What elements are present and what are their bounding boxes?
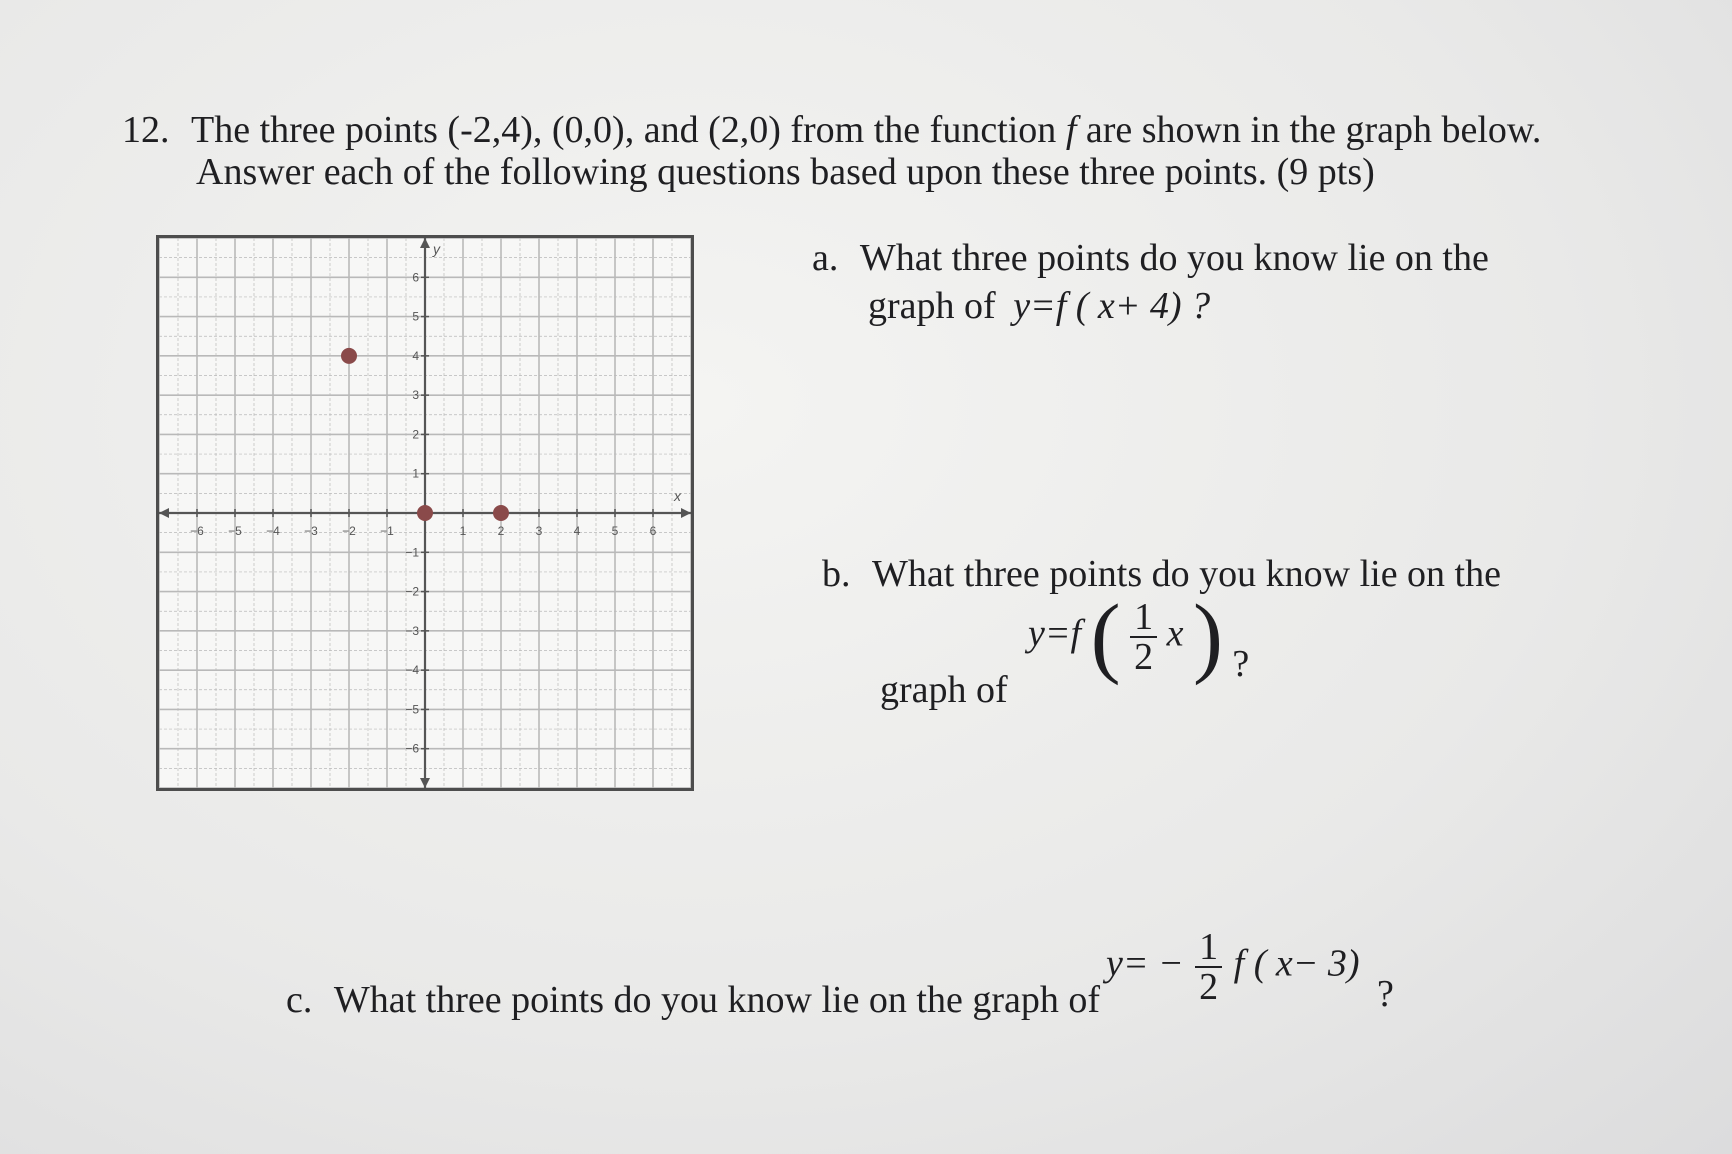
y-axis-arrow-up: [420, 238, 430, 248]
y-tick-label: 6: [412, 270, 419, 285]
coordinate-graph: [156, 235, 694, 791]
question-c-line: [286, 978, 1100, 1022]
x-tick-label: 4: [573, 524, 581, 538]
y-tick-label: 5: [412, 309, 419, 324]
y-tick-label: 1: [412, 466, 419, 481]
question-a-line-2: [868, 284, 1210, 328]
y-tick-label: −2: [405, 584, 419, 599]
question-b-line-1: [822, 552, 1501, 596]
data-point: [493, 505, 509, 521]
y-tick-label: 2: [412, 427, 419, 442]
question-b-letter: b.: [822, 553, 851, 595]
question-b-graph-of: graph of: [880, 669, 1008, 711]
function-symbol: f: [1065, 109, 1077, 151]
question-c-tail: ?: [1377, 972, 1394, 1015]
problem-text-end: are shown in the graph below.: [1085, 109, 1542, 151]
x-tick-label: 1: [459, 524, 467, 538]
x-tick-label: 2: [497, 524, 505, 538]
y-tick-label: −6: [405, 741, 419, 756]
question-b-frac-num: 1: [1130, 598, 1157, 638]
question-c-frac-num: 1: [1195, 928, 1222, 968]
question-c-frac-den: 2: [1199, 966, 1219, 1008]
question-c-fraction: [1195, 928, 1222, 1006]
y-tick-label: −4: [405, 663, 419, 678]
question-b-fraction: [1130, 598, 1157, 676]
problem-number: 12.: [122, 109, 170, 151]
x-tick-label: 5: [611, 524, 619, 538]
question-c-formula-right: f ( x− 3): [1233, 942, 1360, 985]
data-point: [417, 505, 433, 521]
x-axis-arrow-right: [681, 508, 691, 518]
y-tick-label: 3: [412, 388, 419, 403]
x-tick-label: 3: [535, 524, 543, 538]
problem-text-start: The three points (-2,4), (0,0), and (2,0) from the function: [191, 109, 1057, 151]
problem-line-1: [122, 108, 1541, 152]
y-tick-label: −3: [405, 623, 419, 638]
question-a-line-1: [812, 236, 1489, 280]
x-tick-label: 6: [649, 524, 657, 538]
question-b-formula: [1028, 587, 1250, 686]
graph-svg: [159, 238, 691, 788]
question-a-graph-of: graph of: [868, 285, 996, 327]
y-tick-label: −5: [405, 702, 419, 717]
question-b-text: What three points do you know lie on the: [872, 553, 1501, 595]
problem-line-2: Answer each of the following questions based upon these three points. (9 pts): [196, 151, 1375, 193]
question-b-formula-left: y=f: [1028, 612, 1082, 655]
open-paren: (: [1090, 587, 1121, 686]
x-axis-label: x: [674, 488, 681, 504]
question-a-letter: a.: [812, 237, 839, 279]
x-axis-arrow-left: [159, 508, 169, 518]
y-axis-arrow-down: [420, 778, 430, 788]
question-a-formula: y=f ( x+ 4) ?: [1013, 285, 1211, 327]
x-tick-label: −5: [228, 524, 242, 538]
question-b-tail: ?: [1232, 642, 1250, 685]
question-c-letter: c.: [286, 979, 313, 1021]
question-b-var: x: [1166, 612, 1184, 655]
x-tick-label: −4: [266, 524, 280, 538]
x-tick-label: −1: [380, 524, 394, 538]
y-axis-label: y: [433, 241, 440, 257]
question-c-text: What three points do you know lie on the graph of: [333, 979, 1101, 1021]
x-tick-label: −3: [304, 524, 318, 538]
y-tick-label: −1: [405, 545, 419, 560]
question-c-formula: [1106, 926, 1394, 1015]
y-tick-label: 4: [412, 348, 419, 363]
x-tick-label: −6: [190, 524, 204, 538]
question-a-text: What three points do you know lie on the: [859, 237, 1489, 279]
x-tick-label: −2: [342, 524, 356, 538]
question-c-formula-left: y= −: [1106, 942, 1184, 985]
data-point: [341, 348, 357, 364]
question-b-frac-den: 2: [1134, 636, 1154, 678]
close-paren: ): [1192, 587, 1223, 686]
